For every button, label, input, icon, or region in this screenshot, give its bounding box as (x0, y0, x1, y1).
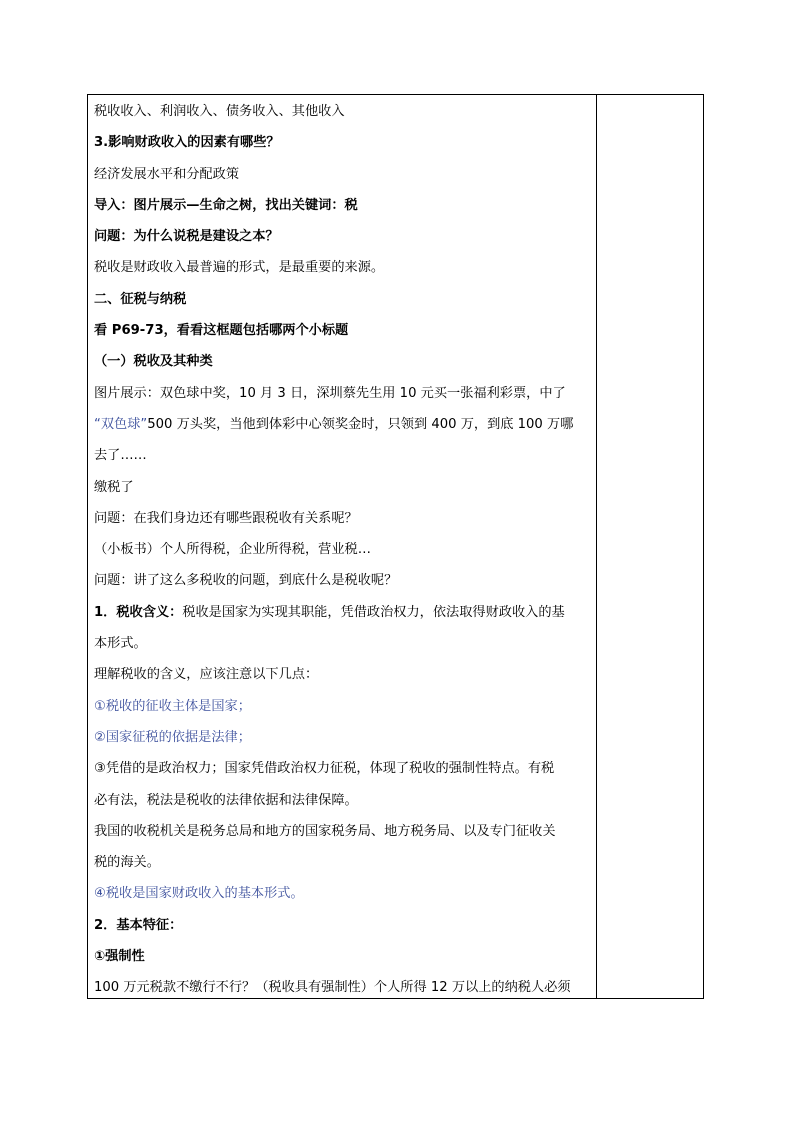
text-line (94, 601, 590, 632)
text-line: 问题：讲了这么多税收的问题，到底什么是税收呢？ (94, 573, 398, 589)
text-line (94, 413, 590, 444)
quoted-term: “双色球” (94, 416, 148, 432)
point-item: ②国家征税的依据是法律； (94, 729, 251, 745)
question-heading: 3.影响财政收入的因素有哪些？ (94, 135, 280, 151)
point-item: ④税收是国家财政收入的基本形式。 (94, 886, 304, 902)
text-line: 本形式。 (94, 636, 147, 652)
text-line: （小板书）个人所得税，企业所得税，营业税… (94, 542, 371, 558)
text-line: 税的海关。 (94, 855, 160, 871)
subsection-heading: 2．基本特征： (94, 917, 183, 933)
text-line: 税收是财政收入最普遍的形式，是最重要的来源。 (94, 260, 385, 276)
instruction-heading: 看 P69-73，看看这框题包括哪两个小标题 (94, 323, 349, 339)
feature-heading: ①强制性 (94, 949, 145, 965)
text-line: 必有法，税法是税收的法律依据和法律保障。 (94, 792, 358, 808)
text-line: 图片展示：双色球中奖，10 月 3 日，深圳蔡先生用 10 元买一张福利彩票，中了 (94, 385, 566, 401)
text-line: 100 万元税款不缴行不行？（税收具有强制性）个人所得 12 万以上的纳税人必须 (94, 980, 571, 996)
text-line: 缴税了 (94, 479, 134, 495)
text-line: 我国的收税机关是税务总局和地方的国家税务局、地方税务局、以及专门征收关 (94, 823, 556, 839)
section-heading: 二、征税与纳税 (94, 291, 187, 307)
definition-label: 1．税收含义： (94, 604, 183, 620)
question-heading: 问题：为什么说税是建设之本？ (94, 229, 279, 245)
text-line: 问题：在我们身边还有哪些跟税收有关系呢？ (94, 510, 358, 526)
text-line: 去了…… (94, 448, 147, 464)
lesson-content-cell (94, 100, 590, 1008)
column-divider (596, 94, 597, 999)
point-item: ③凭借的是政治权力；国家凭借政治权力征税，体现了税收的强制性特点。有税 (94, 761, 555, 777)
subsection-heading: （一）税收及其种类 (94, 354, 213, 370)
text-line: 理解税收的含义，应该注意以下几点： (94, 667, 319, 683)
text-line: 税收收入、利润收入、债务收入、其他收入 (94, 104, 345, 119)
text-segment: 500 万头奖，当他到体彩中心领奖金时，只领到 400 万，到底 100 万哪 (147, 416, 574, 432)
text-line: 经济发展水平和分配政策 (94, 166, 240, 182)
text-segment: 税收是国家为实现其职能，凭借政治权力，依法取得财政收入的基 (182, 604, 565, 620)
point-item: ①税收的征收主体是国家； (94, 698, 251, 714)
intro-heading: 导入：图片展示—生命之树，找出关键词：税 (94, 197, 358, 213)
